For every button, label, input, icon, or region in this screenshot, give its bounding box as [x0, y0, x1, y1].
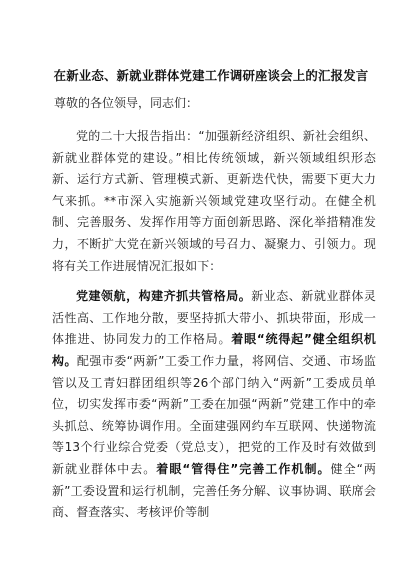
text-run: 新业态、新就业群体灵活性高、工作地分散，要坚持抓大带小、抓块带面，形成一体推进、协同发力的工作格局。 [52, 289, 376, 347]
document-title: 在新业态、新就业群体党建工作调研座谈会上的汇报发言 [53, 68, 369, 83]
text-run: 党的二十大报告指出：“加强新经济组织、新社会组织、新就业群体党的建设。”相比传统领域，新兴领域组织形态新、运行方式新、管理模式新、更新迭代快，需要下更大力气来抓。**市深入实施新兴领域党建攻坚行动。在健全机制、完善服务、发挥作用等方面创新思路、深化举措精准发力，不断扩大党在新兴领域的号召力、凝聚力、引领力。现将有关工作进展情况汇报如下： [52, 129, 376, 273]
text-run: 健全“两新”工委设置和运行机制，完善任务分解、议事协调、联席会商、督查落实、考核评价等制 [52, 461, 376, 520]
salutation: 尊敬的各位领导，同志们： [54, 96, 199, 110]
bold-heading-run: 着眼“统得起”健全组织机构。 [52, 332, 376, 368]
bold-heading-run: 着眼“管得住”完善工作机制。 [156, 461, 331, 476]
paragraph-party-building [52, 286, 376, 524]
bold-heading-run: 党建领航，构建齐抓共管格局。 [76, 289, 252, 304]
paragraph-intro [52, 126, 376, 277]
text-run: 配强市委“两新”工委工作力量，将网信、交通、市场监管以及工青妇群团组织等26个部门纳入“两新”工委成员单位，切实发挥市委“两新”工委在加强“两新”党建工作中的牵头抓总、统筹协调作用。全面建强网约车互联网、快递物流等13个行业综合党委（党总支），把党的工作及时有效做到新就业群体中去。 [52, 353, 377, 476]
